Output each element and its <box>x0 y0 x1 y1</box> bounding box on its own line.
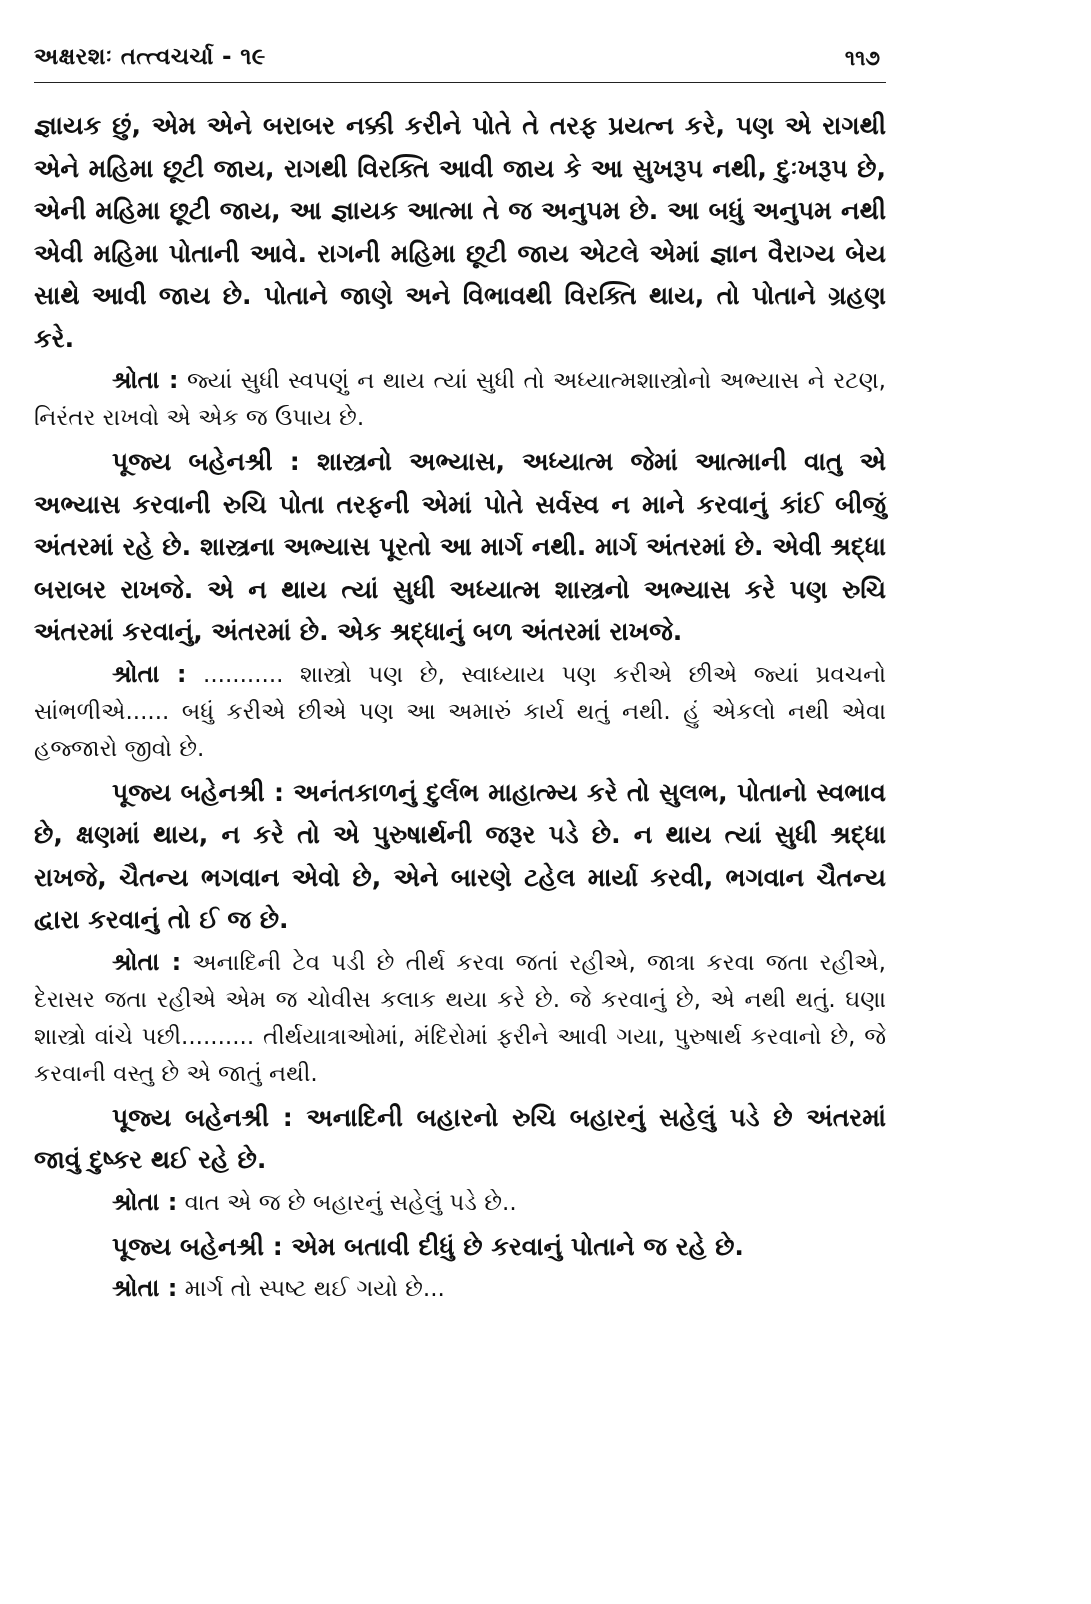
paragraph-text: વાત એ જ છે બહારનું સહેલું પડે છે.. <box>184 1189 517 1216</box>
listener-paragraph <box>34 944 886 1093</box>
bahenshri-paragraph <box>34 772 886 942</box>
bahenshri-paragraph <box>34 1097 886 1182</box>
bahenshri-paragraph <box>34 1226 886 1269</box>
speaker-listener: શ્રોતા : <box>112 366 179 394</box>
paragraph-text: જ્યાં સુધી સ્વપણું ન થાય ત્યાં સુધી તો અધ્યાત્મશાસ્ત્રોનો અભ્યાસ ને રટણ, નિરંતર રાખવો એ એક જ ઉપાય છે. <box>34 368 886 431</box>
paragraph-text: જ્ઞાયક છું, એમ એને બરાબર નક્કી કરીને પોતે તે તરફ પ્રયત્ન કરે, પણ એ રાગથી એને મહિમા છૂટી જાય, રાગથી વિરક્તિ આવી જાય કે આ સુખરૂપ નથી, દુઃખરૂપ છે, એની મહિમા છૂટી જાય, આ જ્ઞાયક આત્મા તે જ અનુપમ છે. આ બધું અનુપમ નથી એવી મહિમા પોતાની આવે. રાગની મહિમા છૂટી જાય એટલે એમાં જ્ઞાન વૈરાગ્ય બેય સાથે આવી જાય છે. પોતાને જાણે અને વિભાવથી વિરક્તિ થાય, તો પોતાને ગ્રહણ કરે. <box>34 111 886 353</box>
bahenshri-paragraph <box>34 441 886 654</box>
page-number: ૧૧૭ <box>844 46 880 70</box>
running-title: અક્ષરશઃ તત્ત્વચર્ચા - ૧૯ <box>34 44 266 70</box>
paragraph-text: એમ બતાવી દીધું છે કરવાનું પોતાને જ રહે છે. <box>291 1231 744 1261</box>
speaker-bahenshri: પૂજ્ય બહેનશ્રી : <box>112 1102 293 1132</box>
speaker-listener: શ્રોતા : <box>112 659 187 688</box>
paragraph-text: ........... શાસ્ત્રો પણ છે, સ્વાધ્યાય પણ કરીએ છીએ જ્યાં પ્રવચનો સાંભળીએ...... બધું કરીએ છીએ પણ આ અમારું કાર્ય થતું નથી. હું એકલો નથી એવા હજ્જારો જીવો છે. <box>34 661 887 762</box>
book-page <box>34 40 886 1312</box>
listener-paragraph <box>34 656 886 768</box>
paragraph-continuation <box>34 105 886 360</box>
paragraph-text: માર્ગ તો સ્પષ્ટ થઈ ગયો છે... <box>184 1276 445 1302</box>
speaker-listener: શ્રોતા : <box>112 947 182 976</box>
paragraph-text: અનંતકાળનું દુર્લભ માહાત્મ્ય કરે તો સુલભ, પોતાનો સ્વભાવ છે, ક્ષણમાં થાય, ન કરે તો એ પુરુષાર્થની જરૂર પડે છે. ન થાય ત્યાં સુધી શ્રદ્ધા રાખજે, ચૈતન્ય ભગવાન એવો છે, એને બારણે ટહેલ માર્યા કરવી, ભગવાન ચૈતન્ય દ્વારા કરવાનું તો ઈ જ છે. <box>34 777 886 934</box>
page-header <box>34 40 886 83</box>
speaker-bahenshri: પૂજ્ય બહેનશ્રી : <box>112 777 284 807</box>
paragraph-text: શાસ્ત્રનો અભ્યાસ, અધ્યાત્મ જેમાં આત્માની વાતુ એ અભ્યાસ કરવાની રુચિ પોતા તરફની એમાં પોતે સર્વસ્વ ન માને કરવાનું કાંઈ બીજું અંતરમાં રહે છે. શાસ્ત્રના અભ્યાસ પૂરતો આ માર્ગ નથી. માર્ગ અંતરમાં છે. એવી શ્રદ્ધા બરાબર રાખજે. એ ન થાય ત્યાં સુધી અધ્યાત્મ શાસ્ત્રનો અભ્યાસ કરે પણ રુચિ અંતરમાં કરવાનું, અંતરમાં છે. એક શ્રદ્ધાનું બળ અંતરમાં રાખજે. <box>34 447 886 646</box>
listener-paragraph <box>34 1184 886 1222</box>
paragraph-text: અનાદિની બહારનો રુચિ બહારનું સહેલું પડે છે અંતરમાં જાવું દુષ્કર થઈ રહે છે. <box>34 1102 886 1174</box>
listener-paragraph <box>34 1270 886 1308</box>
page-body <box>34 105 886 1308</box>
speaker-listener: શ્રોતા : <box>112 1274 178 1302</box>
speaker-bahenshri: પૂજ્ય બહેનશ્રી : <box>112 1231 283 1261</box>
speaker-bahenshri: પૂજ્ય બહેનશ્રી : <box>112 447 300 476</box>
listener-paragraph <box>34 362 886 437</box>
speaker-listener: શ્રોતા : <box>112 1187 178 1216</box>
paragraph-text: અનાદિની ટેવ પડી છે તીર્થ કરવા જતાં રહીએ, જાત્રા કરવા જતા રહીએ, દેરાસર જતા રહીએ એમ જ ચોવીસ કલાક થયા કરે છે. જે કરવાનું છે, એ નથી થતું. ઘણા શાસ્ત્રો વાંચે પછી.......... તીર્થયાત્રાઓમાં, મંદિરોમાં ફરીને આવી ગયા, પુરુષાર્થ કરવાનો છે, જે કરવાની વસ્તુ છે એ જાતું નથી. <box>34 949 886 1087</box>
